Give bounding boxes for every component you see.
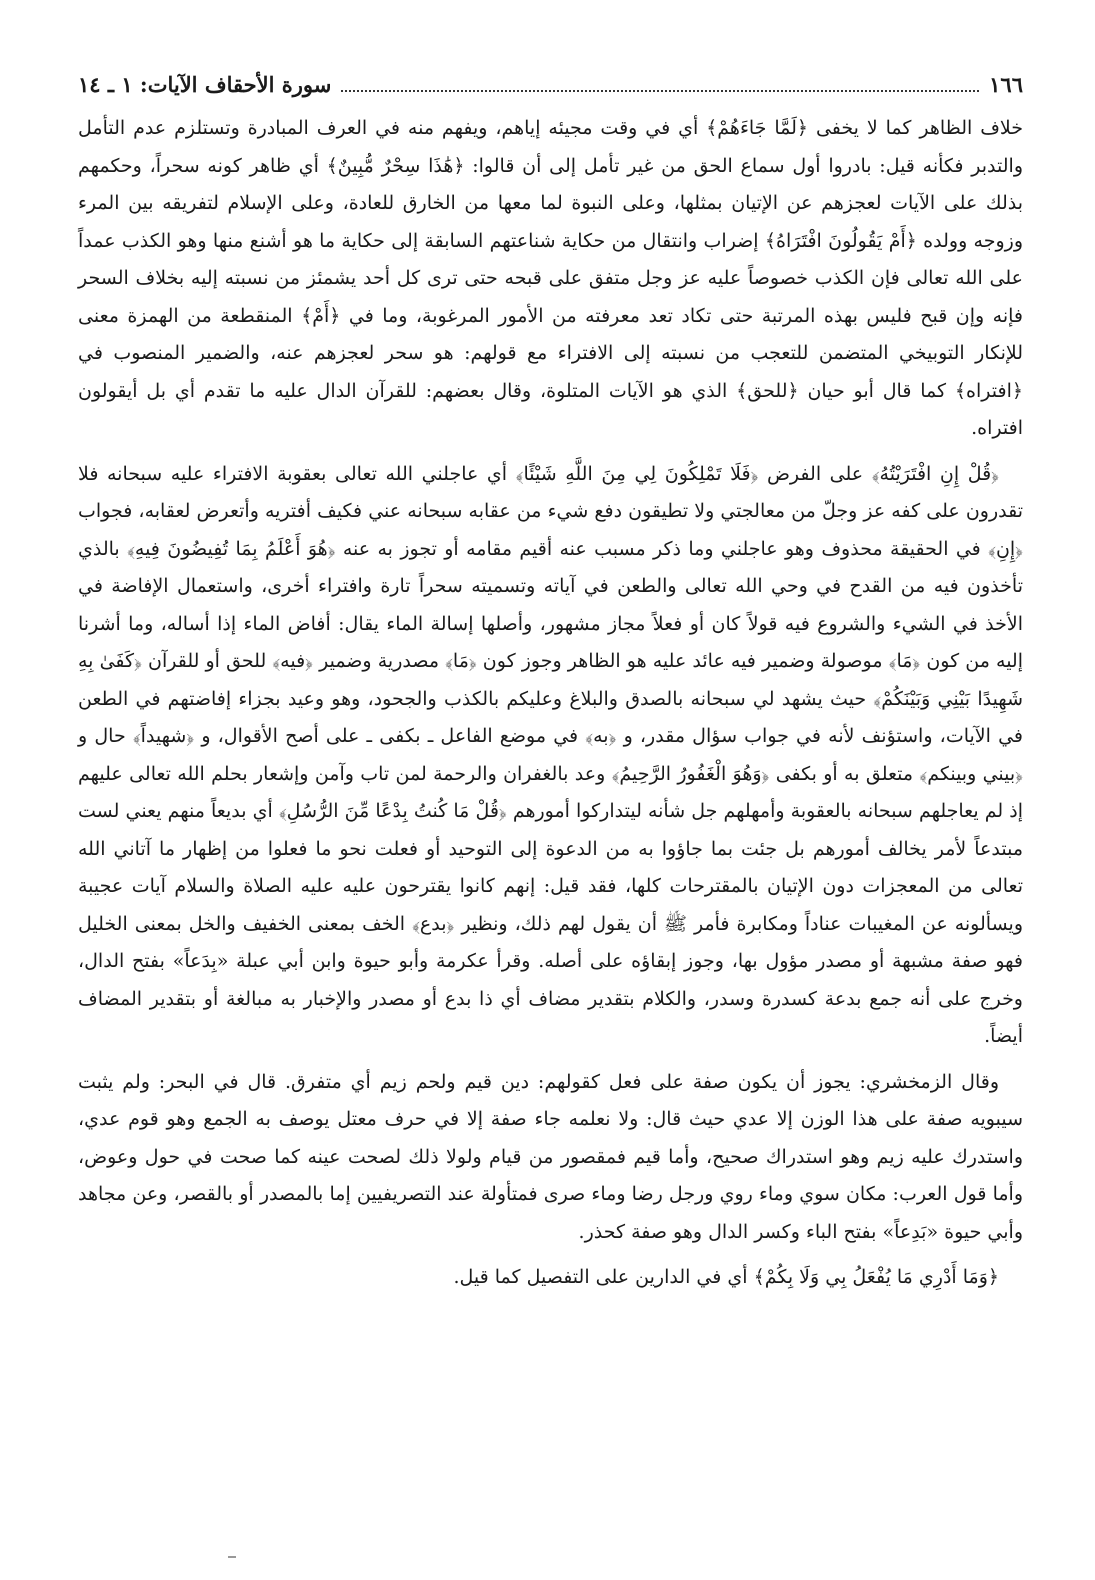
page-header	[78, 72, 1023, 106]
header-dotted-leader	[341, 89, 979, 92]
page-number: ١٦٦	[989, 72, 1023, 97]
footer-mark	[228, 1556, 236, 1558]
paragraph-2: ﴿قُلْ إِنِ افْتَرَيْتُهُ﴾ على الفرض ﴿فَلَا تَمْلِكُونَ لِي مِنَ اللَّهِ شَيْئًا﴾ أي عاجلني الله تعالى بعقوبة الافتراء عليه سبحانه فلا تقدرون على كفه عز وجلّ من معالجتي ولا تطيقون دفع شيء من عقابه سبحانه عني فكيف أفتريه وأتعرض لعقابه، فجواب ﴿إِنِ﴾ في الحقيقة محذوف وهو عاجلني وما ذكر مسبب عنه أقيم مقامه أو تجوز به عنه ﴿هُوَ أَعْلَمُ بِمَا تُفِيضُونَ فِيهِ﴾ بالذي تأخذون فيه من القدح في وحي الله تعالى والطعن في آياته وتسميته سحراً تارة وافتراء أخرى، واستعمال الإفاضة في الأخذ في الشيء والشروع فيه قولاً كان أو فعلاً مجاز مشهور، وأصلها إسالة الماء يقال: أفاض الماء إذا أساله، وما أشرنا إليه من كون ﴿مَا﴾ موصولة وضمير فيه عائد عليه هو الظاهر وجوز كون ﴿مَا﴾ مصدرية وضمير ﴿فيه﴾ للحق أو للقرآن ﴿كَفَىٰ بِهِ شَهِيدًا بَيْنِي وَبَيْنَكُمْ﴾ حيث يشهد لي سبحانه بالصدق والبلاغ وعليكم بالكذب والجحود، وهو وعيد بجزاء إفاضتهم في الطعن في الآيات، واستؤنف لأنه في جواب سؤال مقدر، و ﴿به﴾ في موضع الفاعل ـ بكفى ـ على أصح الأقوال، و ﴿شهيداً﴾ حال و ﴿بيني وبينكم﴾ متعلق به أو بكفى ﴿وَهُوَ الْغَفُورُ الرَّحِيمُ﴾ وعد بالغفران والرحمة لمن تاب وآمن وإشعار بحلم الله تعالى عليهم إذ لم يعاجلهم سبحانه بالعقوبة وأمهلهم جل شأنه ليتداركوا أمورهم ﴿قُلْ مَا كُنتُ بِدْعًا مِّنَ الرُّسُلِ﴾ أي بديعاً منهم يعني لست مبتدعاً لأمر يخالف أمورهم بل جئت بما جاؤوا به من الدعوة إلى التوحيد أو فعلت نحو ما فعلوا من إظهار ما آتاني الله تعالى من المعجزات دون الإتيان بالمقترحات كلها، فقد قيل: إنهم كانوا يقترحون عليه عليه الصلاة والسلام آيات عجيبة ويسألونه عن المغيبات عناداً ومكابرة فأمر ﷺ أن يقول لهم ذلك، ونظير ﴿بدع﴾ الخف بمعنى الخفيف والخل بمعنى الخليل فهو صفة مشبهة أو مصدر مؤول بها، وجوز إبقاؤه على أصله. وقرأ عكرمة وأبو حيوة وابن أبي عبلة «بِدَعاً» بفتح الدال، وخرج على أنه جمع بدعة كسدرة وسدر، والكلام بتقدير مضاف أي ذا بدع أو مصدر والإخبار به مبالغة أو بتقدير المضاف أيضاً.	[78, 462, 1023, 1047]
paragraph-4: ﴿وَمَا أَدْرِي مَا يُفْعَلُ بِي وَلَا بِكُمْ﴾ أي في الدارين على التفصيل كما قيل.	[453, 1266, 999, 1288]
paragraph-3: وقال الزمخشري: يجوز أن يكون صفة على فعل كقولهم: دين قيم ولحم زيم أي متفرق. قال في البحر: ولم يثبت سيبويه صفة على هذا الوزن إلا عدي حيث قال: ولا نعلمه جاء صفة إلا في حرف معتل يوصف به الجمع وهو قوم عدي، واستدرك عليه زيم وهو استدراك صحيح، وأما قيم فمقصور من قيام ولولا ذلك لصحت عينه كما صحت في حول وعوض، وأما قول العرب: مكان سوي وماء روي ورجل رضا وماء صرى فمتأولة عند التصريفيين إما بالمصدر أو بالقصر، وعن مجاهد وأبي حيوة «بَدِعاً» بفتح الباء وكسر الدال وهو صفة كحذر.	[78, 1070, 1023, 1243]
surah-title: سورة الأحقاف الآيات: ١ ـ ١٤	[78, 72, 332, 97]
paragraph-1: خلاف الظاهر كما لا يخفى ﴿لَمَّا جَاءَهُمْ﴾ أي في وقت مجيئه إياهم، ويفهم منه في العرف المبادرة وتستلزم عدم التأمل والتدبر فكأنه قيل: بادروا أول سماع الحق من غير تأمل إلى أن قالوا: ﴿هَٰذَا سِحْرٌ مُّبِينٌ﴾ أي ظاهر كونه سحراً، وحكمهم بذلك على الآيات لعجزهم عن الإتيان بمثلها، وعلى النبوة لما معها من الخارق للعادة، وعلى الإسلام لتفريقه بين المرء وزوجه وولده ﴿أَمْ يَقُولُونَ افْتَرَاهُ﴾ إضراب وانتقال من حكاية شناعتهم السابقة إلى حكاية ما هو أشنع منها وهو الكذب عمداً على الله تعالى فإن الكذب خصوصاً عليه عز وجل متفق على قبحه حتى ترى كل أحد يشمئز من نسبته إليه بخلاف السحر فإنه وإن قبح فليس بهذه المرتبة حتى تكاد تعد معرفته من الأمور المرغوبة، وما في ﴿أَمْ﴾ المنقطعة من الهمزة معنى للإنكار التوبيخي المتضمن للتعجب من نسبته إلى الافتراء مع قولهم: هو سحر لعجزهم عنه، والضمير المنصوب في ﴿افتراه﴾ كما قال أبو حيان ﴿للحق﴾ الذي هو الآيات المتلوة، وقال بعضهم: للقرآن الدال عليه ما تقدم أي بل أيقولون افتراه.	[78, 117, 1023, 439]
document-page	[78, 72, 1023, 1297]
